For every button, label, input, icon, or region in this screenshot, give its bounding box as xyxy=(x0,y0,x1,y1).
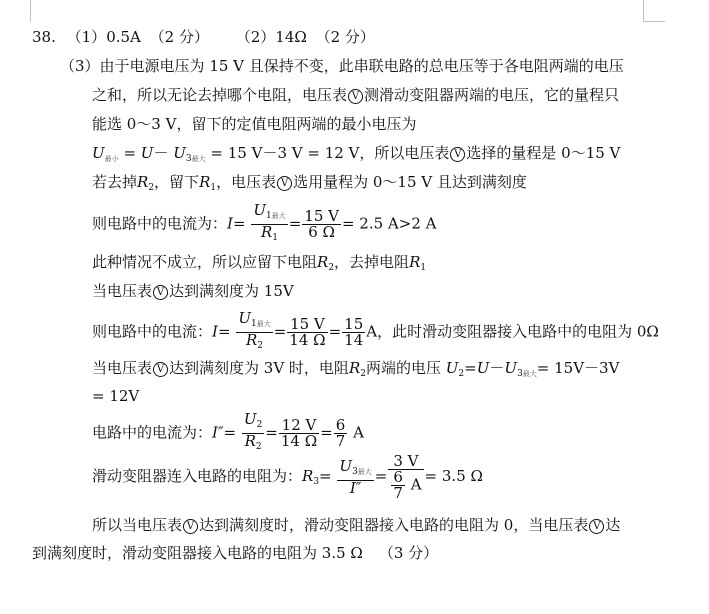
voltmeter-symbol: V xyxy=(450,147,465,162)
text-span: ，电压表 xyxy=(216,173,277,191)
text-span: A，此时滑动变阻器接入电路中的电阻为 0Ω xyxy=(366,322,659,341)
subscript-2: 2 xyxy=(328,263,335,273)
subscript-max: 最大 xyxy=(256,320,271,328)
fraction-denominator: 14 Ω xyxy=(280,432,318,450)
text-span: 到满刻度时，滑动变阻器接入电路的电阻为 3.5 Ω xyxy=(32,544,363,562)
text-line-8 xyxy=(92,281,294,301)
subscript-max: 最大 xyxy=(357,467,372,476)
part1-answer: 0.5A xyxy=(106,28,141,46)
text-span: 达到满刻度时，滑动变阻器接入电路的电阻为 0，当电压表 xyxy=(199,516,589,534)
fraction-12v-14ohm xyxy=(279,418,319,449)
subscript-min: 最小 xyxy=(104,155,119,163)
subscript-1: 1 xyxy=(250,319,257,329)
var-U: U xyxy=(445,359,459,377)
subscript-2: 2 xyxy=(255,442,262,452)
var-U: U xyxy=(238,309,251,327)
text-span: 则电路中的电流为： xyxy=(92,214,228,233)
crop-mark-right-h xyxy=(643,21,665,22)
equals-sign: = xyxy=(320,423,333,442)
var-U: U xyxy=(339,456,353,475)
question-number: 38. xyxy=(32,28,56,46)
part3-score: （3 分） xyxy=(378,544,439,562)
subscript-1: 1 xyxy=(210,183,217,193)
var-R: R xyxy=(244,432,256,450)
fraction-denominator: 6 Ω xyxy=(308,223,335,241)
text-span: = 2.5 A>2 A xyxy=(341,214,437,233)
formula-line-current-1 xyxy=(92,203,436,246)
crop-mark-left xyxy=(30,0,31,22)
fraction-numerator: 3 V xyxy=(388,454,423,470)
equals-sign: = xyxy=(123,144,137,162)
fraction-15v-14ohm xyxy=(287,317,327,348)
subscript-1: 1 xyxy=(420,263,427,273)
var-I: I xyxy=(212,322,218,341)
subscript-1: 1 xyxy=(272,233,279,243)
equals-sign: = xyxy=(328,322,342,341)
equals-sign: = xyxy=(288,214,302,233)
var-I: I xyxy=(227,214,233,233)
var-R: R xyxy=(245,331,258,349)
fraction-denominator: 7 xyxy=(335,432,346,450)
subscript-max: 最大 xyxy=(191,155,206,163)
text-span: 此种情况不成立，所以应留下电阻 xyxy=(92,253,318,271)
text-span: 选用量程为 0～15 V 且达到满刻度 xyxy=(293,173,527,191)
subscript-3: 3 xyxy=(313,477,320,487)
var-R: R xyxy=(137,173,149,191)
formula-line-umin xyxy=(92,143,620,169)
fraction-numerator: 12 V xyxy=(279,418,319,434)
var-R: R xyxy=(302,467,314,485)
voltmeter-symbol: V xyxy=(153,285,168,300)
formula-line-resistance xyxy=(92,448,483,510)
subscript-2: 2 xyxy=(458,369,465,379)
text-line-11 xyxy=(92,386,139,406)
part2-label: （2） xyxy=(235,28,276,46)
fraction-numerator: 15 V xyxy=(287,317,327,333)
subscript-2: 2 xyxy=(148,183,155,193)
part2-score: （2 分） xyxy=(315,28,375,46)
text-span: 电路中的电流为： xyxy=(92,423,213,442)
text-line-1 xyxy=(60,56,624,76)
equals-sign: = xyxy=(464,359,477,377)
unit-A: A xyxy=(410,475,422,493)
minus-sign: － xyxy=(153,144,169,162)
equals-sign: = xyxy=(232,214,246,233)
part2-answer: 14Ω xyxy=(275,28,307,46)
var-R: R xyxy=(317,253,329,271)
var-R: R xyxy=(260,223,273,241)
var-U: U xyxy=(253,201,266,219)
equals-sign: = xyxy=(374,467,388,485)
fraction-3v-over-6-7a xyxy=(388,451,423,502)
var-R: R xyxy=(348,359,361,377)
subscript-2: 2 xyxy=(360,369,366,379)
equals-sign: = xyxy=(223,423,237,442)
subscript-2: 2 xyxy=(257,341,264,351)
fraction-15v-6ohm xyxy=(302,209,341,240)
text-span: 达 xyxy=(605,516,621,534)
text-span: = 3.5 Ω xyxy=(424,467,483,485)
text-span: = 15V－3V xyxy=(536,359,620,377)
text-span: 当电压表 xyxy=(92,359,153,377)
fraction-6-7 xyxy=(334,418,348,449)
text-span: ，去掉电阻 xyxy=(334,253,410,271)
var-I-double-prime: I″ xyxy=(212,423,224,442)
fraction-15-14 xyxy=(342,317,365,348)
fraction-numerator: 15 V xyxy=(304,207,339,225)
subscript-2: 2 xyxy=(256,420,263,430)
text-line-15 xyxy=(32,543,438,563)
fraction-denominator: 7 xyxy=(393,483,403,502)
part1-score: （2 分） xyxy=(149,28,209,46)
text-span: 所以当电压表 xyxy=(92,516,183,534)
fraction-numerator: 15 xyxy=(344,315,364,333)
subscript-max: 最大 xyxy=(522,370,537,378)
subscript-3: 3 xyxy=(352,466,358,477)
var-R: R xyxy=(199,173,211,191)
subscript-max: 最大 xyxy=(271,212,286,220)
fraction-u1max-r2 xyxy=(236,311,272,354)
text-span: 两端的电压 xyxy=(365,359,441,377)
subscript-3: 3 xyxy=(517,369,523,379)
answer-header-line xyxy=(32,27,375,47)
text-span: 之和，所以无论去掉哪个电阻，电压表 xyxy=(92,86,348,104)
part1-label: （1） xyxy=(66,28,107,46)
fraction-6-7-inner xyxy=(391,467,405,502)
unit-A: A xyxy=(353,423,364,442)
voltmeter-symbol: V xyxy=(589,519,604,534)
crop-mark-right xyxy=(643,0,644,22)
fraction-denominator: 14 Ω xyxy=(289,331,326,349)
text-span: 由于电源电压为 15 V 且保持不变，此串联电路的总电压等于各电阻两端的电压 xyxy=(99,57,624,75)
var-R: R xyxy=(409,253,421,271)
equals-sign: = xyxy=(273,322,287,341)
fraction-u1max-r1 xyxy=(251,203,287,246)
text-span: 选择的量程是 0～15 V xyxy=(466,144,621,162)
text-span: ，留下 xyxy=(154,173,200,191)
voltmeter-symbol: V xyxy=(348,89,363,104)
equals-sign: = xyxy=(265,423,278,442)
var-U: U xyxy=(476,359,490,377)
equals-sign: = xyxy=(217,322,231,341)
text-span: 若去掉 xyxy=(92,173,138,191)
var-U: U xyxy=(173,144,186,162)
text-line-14 xyxy=(92,515,620,535)
text-span: 当电压表 xyxy=(92,282,153,300)
text-line-2 xyxy=(92,85,619,105)
minus-sign: － xyxy=(489,359,505,377)
var-U: U xyxy=(92,144,105,162)
fraction-numerator: 6 xyxy=(335,416,346,434)
var-U: U xyxy=(243,410,257,428)
text-line-10 xyxy=(92,358,619,384)
text-line-3 xyxy=(92,114,416,134)
text-line-5 xyxy=(92,172,527,198)
formula-line-current-2 xyxy=(92,311,659,354)
text-span: 测滑动变阻器两端的电压，它的量程只 xyxy=(364,86,620,104)
voltmeter-symbol: V xyxy=(153,362,168,377)
text-span: = 12V xyxy=(92,387,140,405)
fraction-u3max-i xyxy=(337,456,373,497)
text-span: 则电路中的电流： xyxy=(92,322,213,341)
var-U: U xyxy=(504,359,518,377)
var-I-double-prime: I″ xyxy=(349,478,362,497)
subscript-3: 3 xyxy=(185,154,192,164)
fraction-numerator: 6 xyxy=(393,467,403,486)
var-U: U xyxy=(140,144,154,162)
text-span: 滑动变阻器连入电路的电阻为： xyxy=(92,467,303,485)
subscript-1: 1 xyxy=(265,211,272,221)
text-span: 能选 0～3 V，留下的定值电阻两端的最小电压为 xyxy=(92,115,417,133)
voltmeter-symbol: V xyxy=(183,519,198,534)
part3-label: （3） xyxy=(60,57,100,75)
text-span: 达到满刻度为 3V 时，电阻 xyxy=(169,359,349,377)
text-span: 达到满刻度为 15V xyxy=(169,282,294,300)
fraction-denominator: 14 xyxy=(344,331,364,349)
voltmeter-symbol: V xyxy=(277,176,292,191)
text-span: = 15 V－3 V = 12 V，所以电压表 xyxy=(210,144,450,162)
equals-sign: = xyxy=(319,467,332,485)
text-line-7 xyxy=(92,252,426,278)
